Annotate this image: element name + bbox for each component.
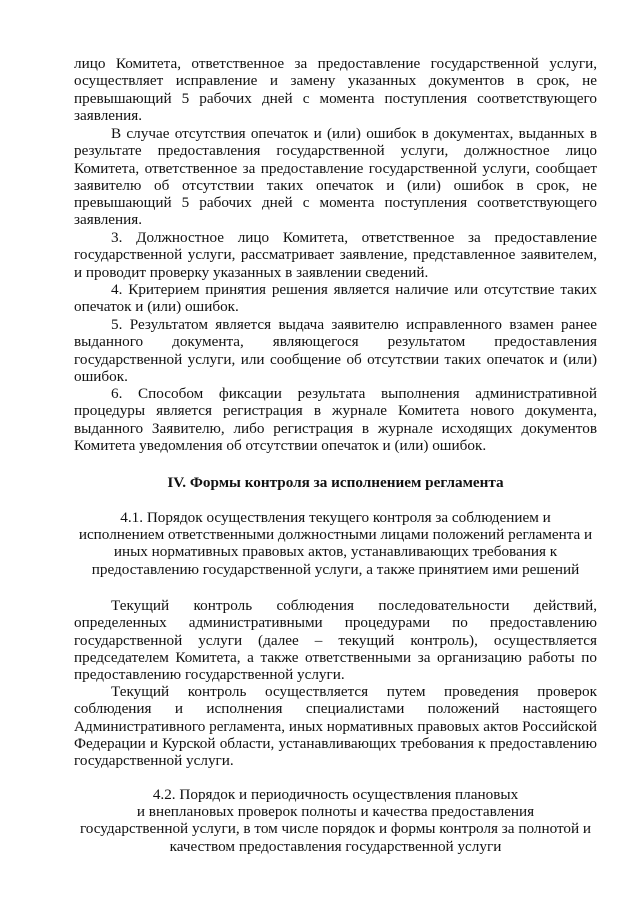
paragraph-item-6: 6. Способом фиксации результата выполнения административной процедуры является регистрация в журнале Комитета нового документа, выданного Заявителю, либо регистрация в журнале исходящих документов Комитета уведомления об отсутствии опечаток и (или) ошибок. <box>74 385 597 454</box>
subsection-4-2-line-2: и внеплановых проверок полноты и качества предоставления <box>136 803 535 820</box>
subsection-4-2-line-4: качеством предоставления государственной услуги <box>169 838 502 855</box>
paragraph-current-control: Текущий контроль соблюдения последовательности действий, определенных административными процедурами по предоставлению государственной услуги (далее – текущий контроль), осуществляется председателем Комитета, а также ответственными за организацию работы по предоставлению государственной услуги. <box>74 597 597 684</box>
paragraph-control-inspections: Текущий контроль осуществляется путем проведения проверок соблюдения и исполнения специалистами положений настоящего Административного регламента, иных нормативных правовых актов Российской Федерации и Курской области, устанавливающих требования к предоставлению государственной услуги. <box>74 683 597 770</box>
subsection-4-1-line-4: предоставлению государственной услуги, а также принятием ими решений <box>91 561 580 578</box>
subsection-4-1-line-2: исполнением ответственными должностными лицами положений регламента и <box>78 526 593 543</box>
paragraph-correction-term: лицо Комитета, ответственное за предоставление государственной услуги, осуществляет исправление и замену указанных документов в срок, не превышающий 5 рабочих дней с момента поступления соответствующего заявления. <box>74 55 597 124</box>
subsection-4-1-line-3: иных нормативных правовых актов, устанавливающих требования к <box>113 543 558 560</box>
paragraph-no-errors: В случае отсутствия опечаток и (или) ошибок в документах, выданных в результате предоставления государственной услуги, должностное лицо Комитета, ответственное за предоставление государственной услуги, сообщает заявителю об отсутствии таких опечаток и (или) ошибок в срок, не превышающий 5 рабочих дней с момента поступления соответствующего заявления. <box>74 125 597 229</box>
section-heading: IV. Формы контроля за исполнением регламента <box>167 474 504 491</box>
subsection-4-1-line-1: 4.1. Порядок осуществления текущего контроля за соблюдением и <box>120 509 551 526</box>
subsection-4-2-line-3: государственной услуги, в том числе порядок и формы контроля за полнотой и <box>79 820 592 837</box>
paragraph-item-5: 5. Результатом является выдача заявителю исправленного взамен ранее выданного документа, являющегося результатом предоставления государственной услуги, или сообщение об отсутствии таких опечаток и (или) ошибок. <box>74 316 597 385</box>
paragraph-item-3: 3. Должностное лицо Комитета, ответственное за предоставление государственной услуги, рассматривает заявление, представленное заявителем, и проводит проверку указанных в заявлении сведений. <box>74 229 597 281</box>
paragraph-item-4: 4. Критерием принятия решения является наличие или отсутствие таких опечаток и (или) ошибок. <box>74 281 597 316</box>
subsection-4-2-line-1: 4.2. Порядок и периодичность осуществления плановых <box>152 786 519 803</box>
